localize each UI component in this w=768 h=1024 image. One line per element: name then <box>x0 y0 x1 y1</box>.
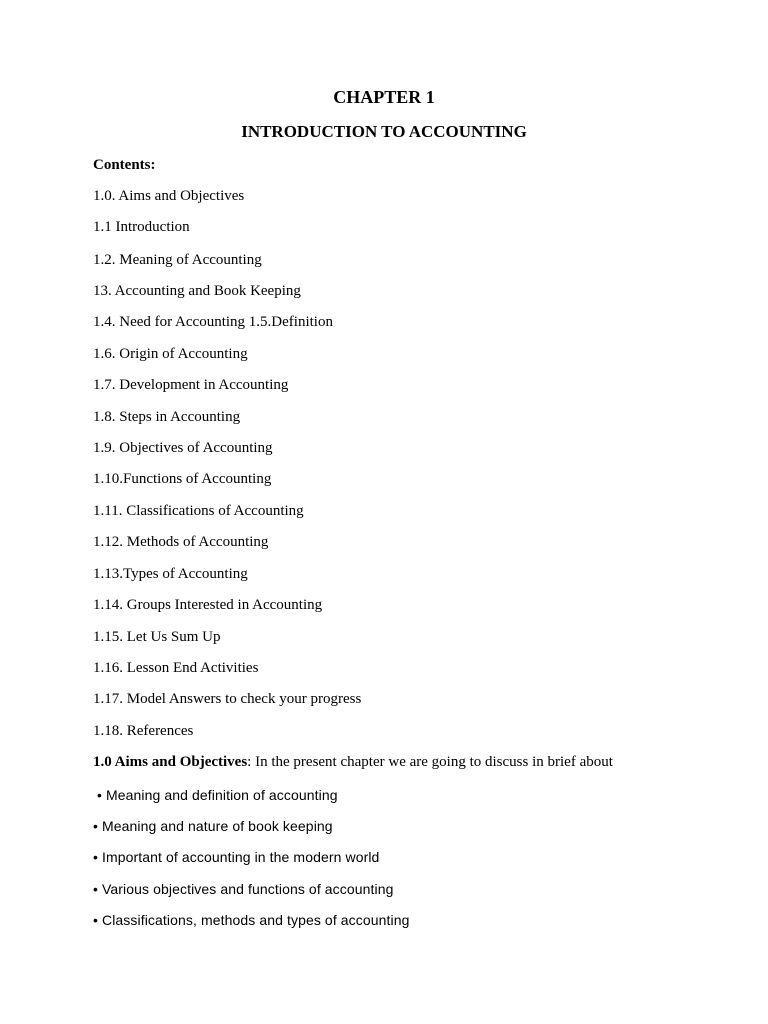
contents-item: 1.13.Types of Accounting <box>93 566 248 582</box>
contents-item: 13. Accounting and Book Keeping <box>93 283 301 299</box>
contents-item: 1.15. Let Us Sum Up <box>93 629 221 645</box>
contents-item: 1.0. Aims and Objectives <box>93 188 245 204</box>
contents-item: 1.10.Functions of Accounting <box>93 471 272 487</box>
chapter-title: INTRODUCTION TO ACCOUNTING <box>241 122 527 141</box>
chapter-number: CHAPTER 1 <box>333 87 435 107</box>
contents-item: 1.18. References <box>93 723 194 739</box>
contents-item: 1.17. Model Answers to check your progress <box>93 691 362 707</box>
aims-intro-text: : In the present chapter we are going to discuss in brief about <box>247 754 613 770</box>
contents-label: Contents: <box>93 157 156 173</box>
contents-item: 1.14. Groups Interested in Accounting <box>93 597 323 613</box>
aims-paragraph <box>93 752 613 772</box>
contents-item: 1.16. Lesson End Activities <box>93 660 259 676</box>
aims-heading: 1.0 Aims and Objectives <box>93 754 248 770</box>
contents-item: 1.1 Introduction <box>93 219 190 235</box>
aims-bullet: • Classifications, methods and types of accounting <box>93 912 410 928</box>
contents-item: 1.7. Development in Accounting <box>93 377 289 393</box>
aims-bullet: • Meaning and nature of book keeping <box>93 818 333 834</box>
contents-item: 1.4. Need for Accounting 1.5.Definition <box>93 314 333 330</box>
aims-bullet: • Important of accounting in the modern world <box>93 849 380 865</box>
contents-item: 1.6. Origin of Accounting <box>93 346 248 362</box>
contents-item: 1.2. Meaning of Accounting <box>93 252 262 268</box>
contents-item: 1.8. Steps in Accounting <box>93 409 241 425</box>
contents-item: 1.12. Methods of Accounting <box>93 534 269 550</box>
aims-bullet: • Various objectives and functions of accounting <box>93 881 394 897</box>
contents-item: 1.11. Classifications of Accounting <box>93 503 304 519</box>
contents-item: 1.9. Objectives of Accounting <box>93 440 273 456</box>
aims-bullet: • Meaning and definition of accounting <box>93 787 338 803</box>
